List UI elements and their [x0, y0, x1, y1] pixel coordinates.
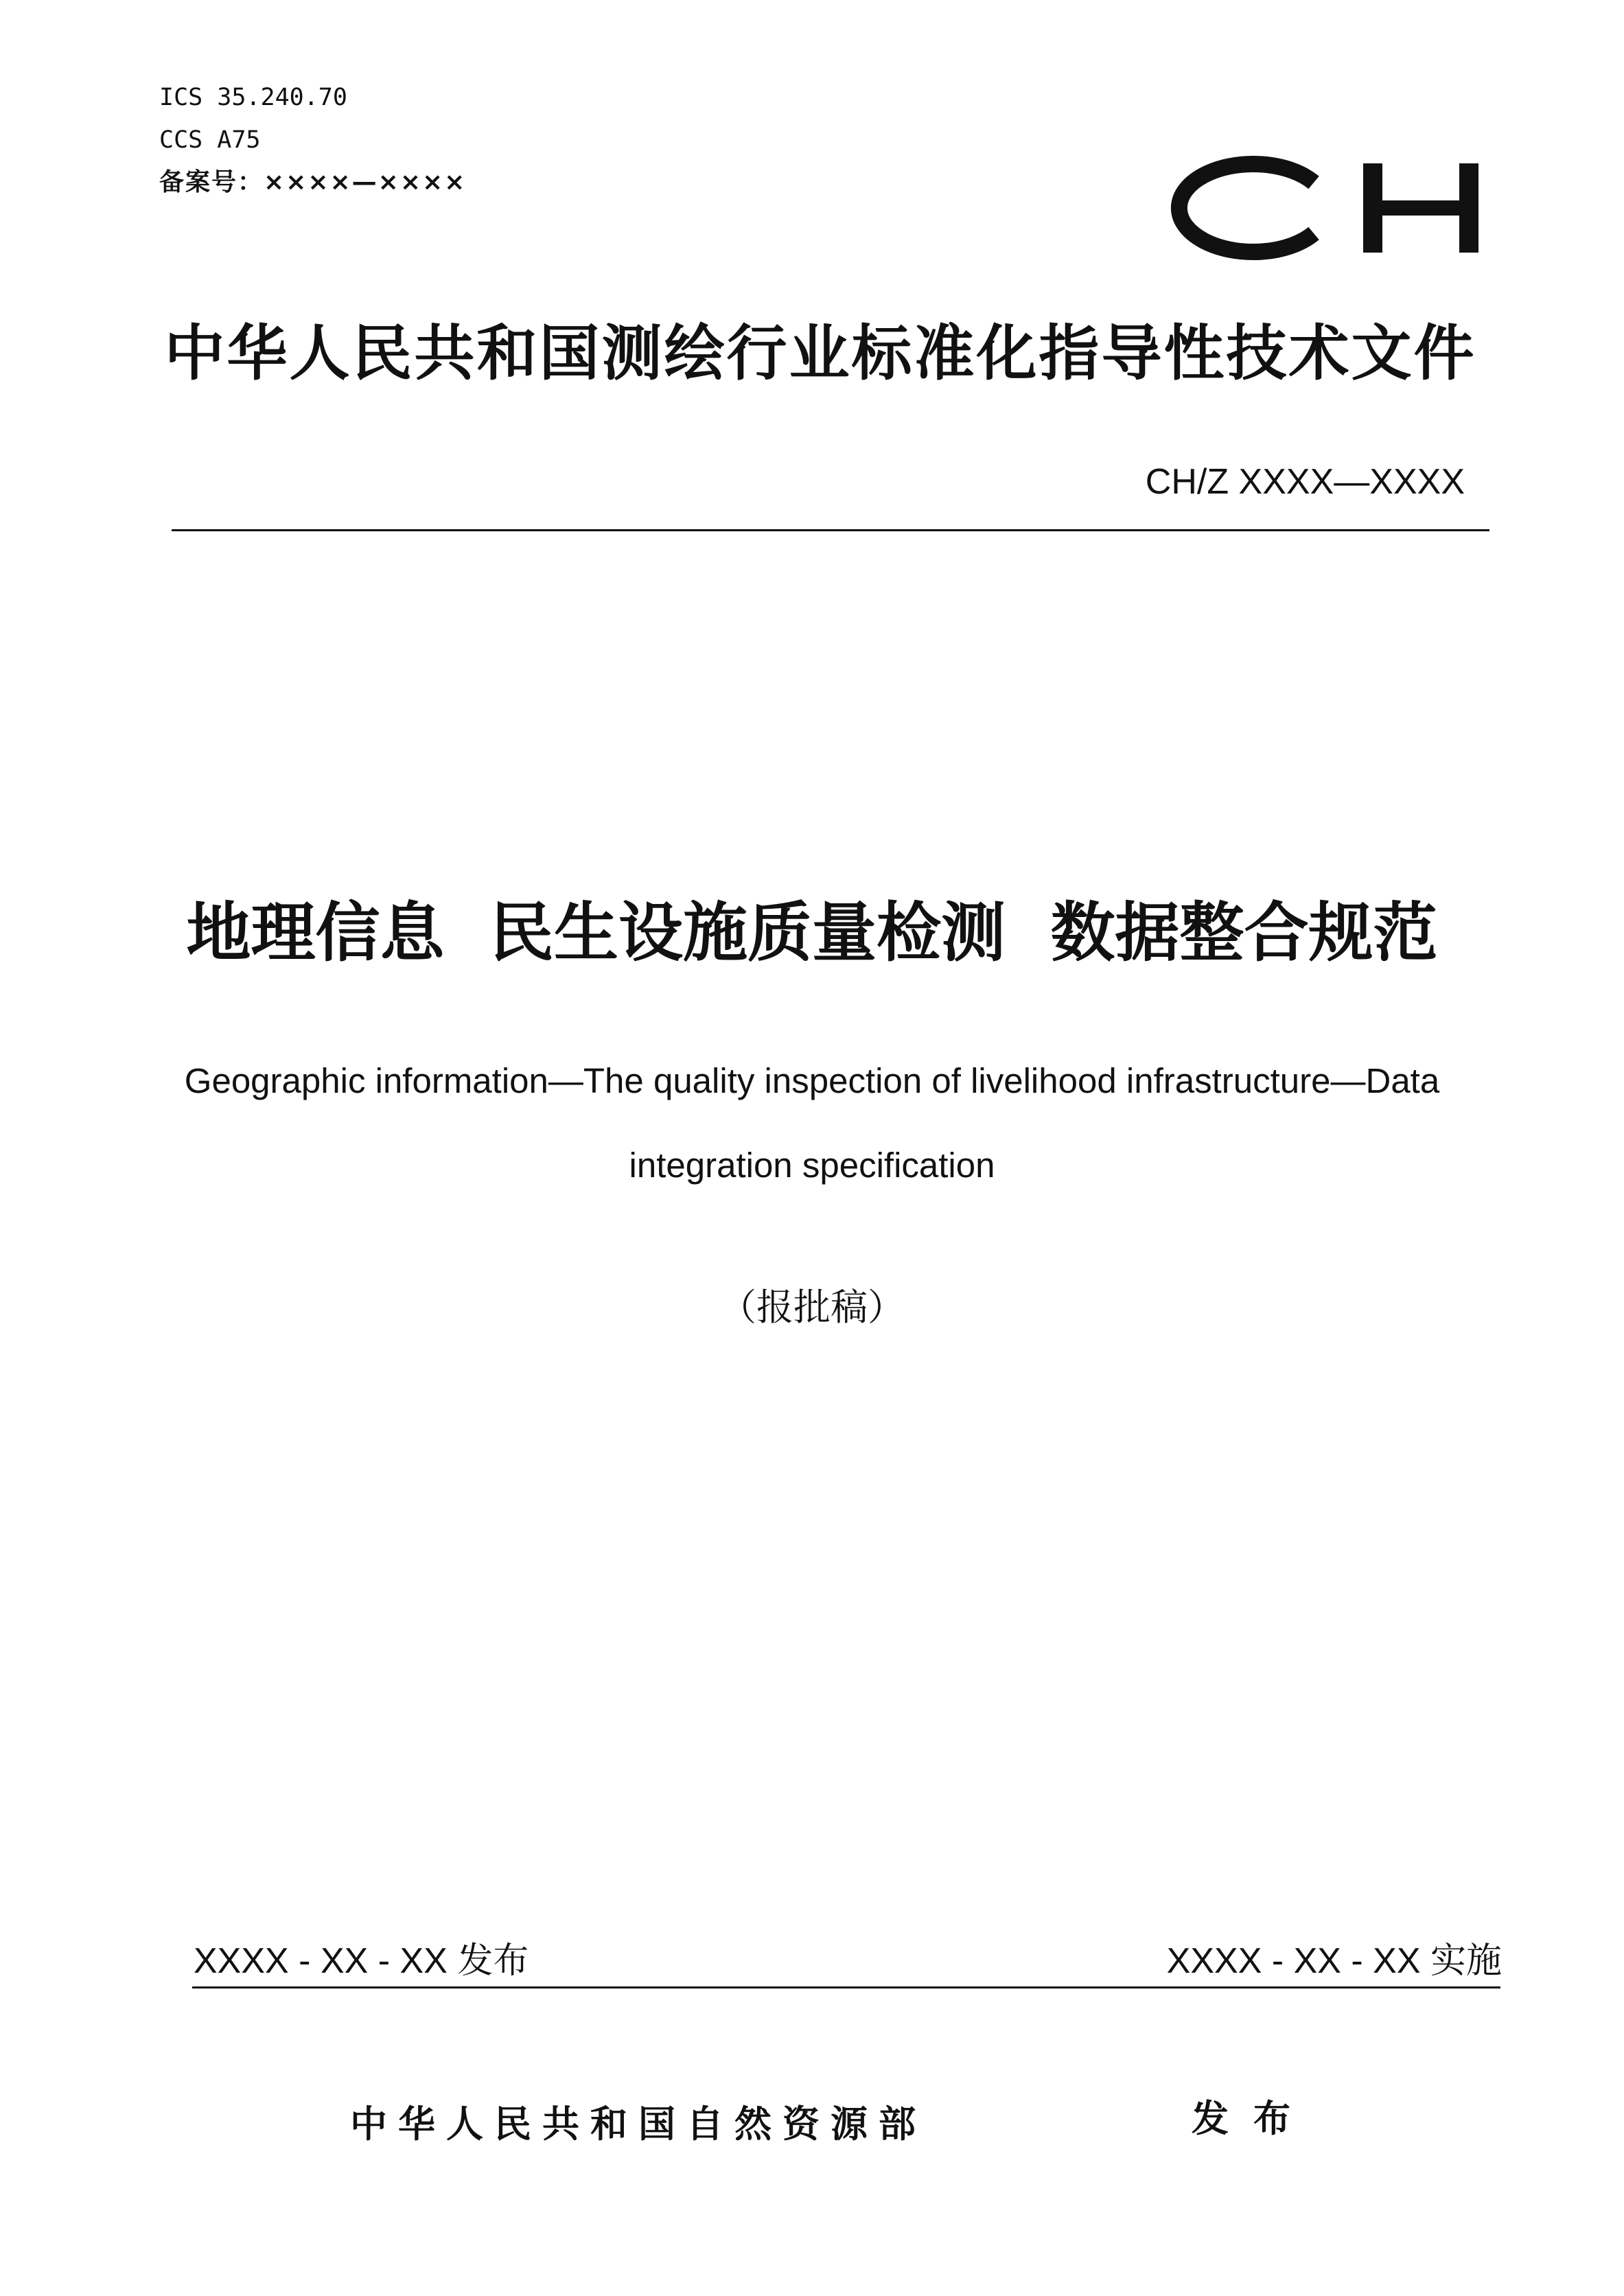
- document-number: CH/Z XXXX—XXXX: [1145, 462, 1465, 502]
- ch-logo: [1157, 150, 1487, 266]
- title-chinese: 地理信息 民生设施质量检测 数据整合规范: [186, 896, 1438, 971]
- ccs-code: CCS A75: [159, 126, 261, 154]
- ics-code: ICS 35.240.70: [159, 84, 347, 111]
- title-english-line-1: Geographic information—The quality inspection of livelihood infrastructure—Data: [184, 1061, 1440, 1100]
- draft-status: （报批稿）: [719, 1286, 905, 1329]
- title-english-line-2: integration specification: [629, 1146, 995, 1185]
- issuing-authority: 中华人民共和国自然资源部: [350, 2102, 927, 2146]
- filing-number: 备案号：××××—××××: [159, 168, 467, 196]
- issue-label: 发布: [1192, 2097, 1315, 2140]
- footer-divider: [192, 1986, 1500, 1988]
- implement-date: XXXX - XX - XX 实施: [1166, 1941, 1502, 1981]
- document-category: 中华人民共和国测绘行业标准化指导性技术文件: [164, 318, 1476, 389]
- publish-date: XXXX - XX - XX 发布: [194, 1941, 529, 1981]
- header-divider: [172, 529, 1489, 531]
